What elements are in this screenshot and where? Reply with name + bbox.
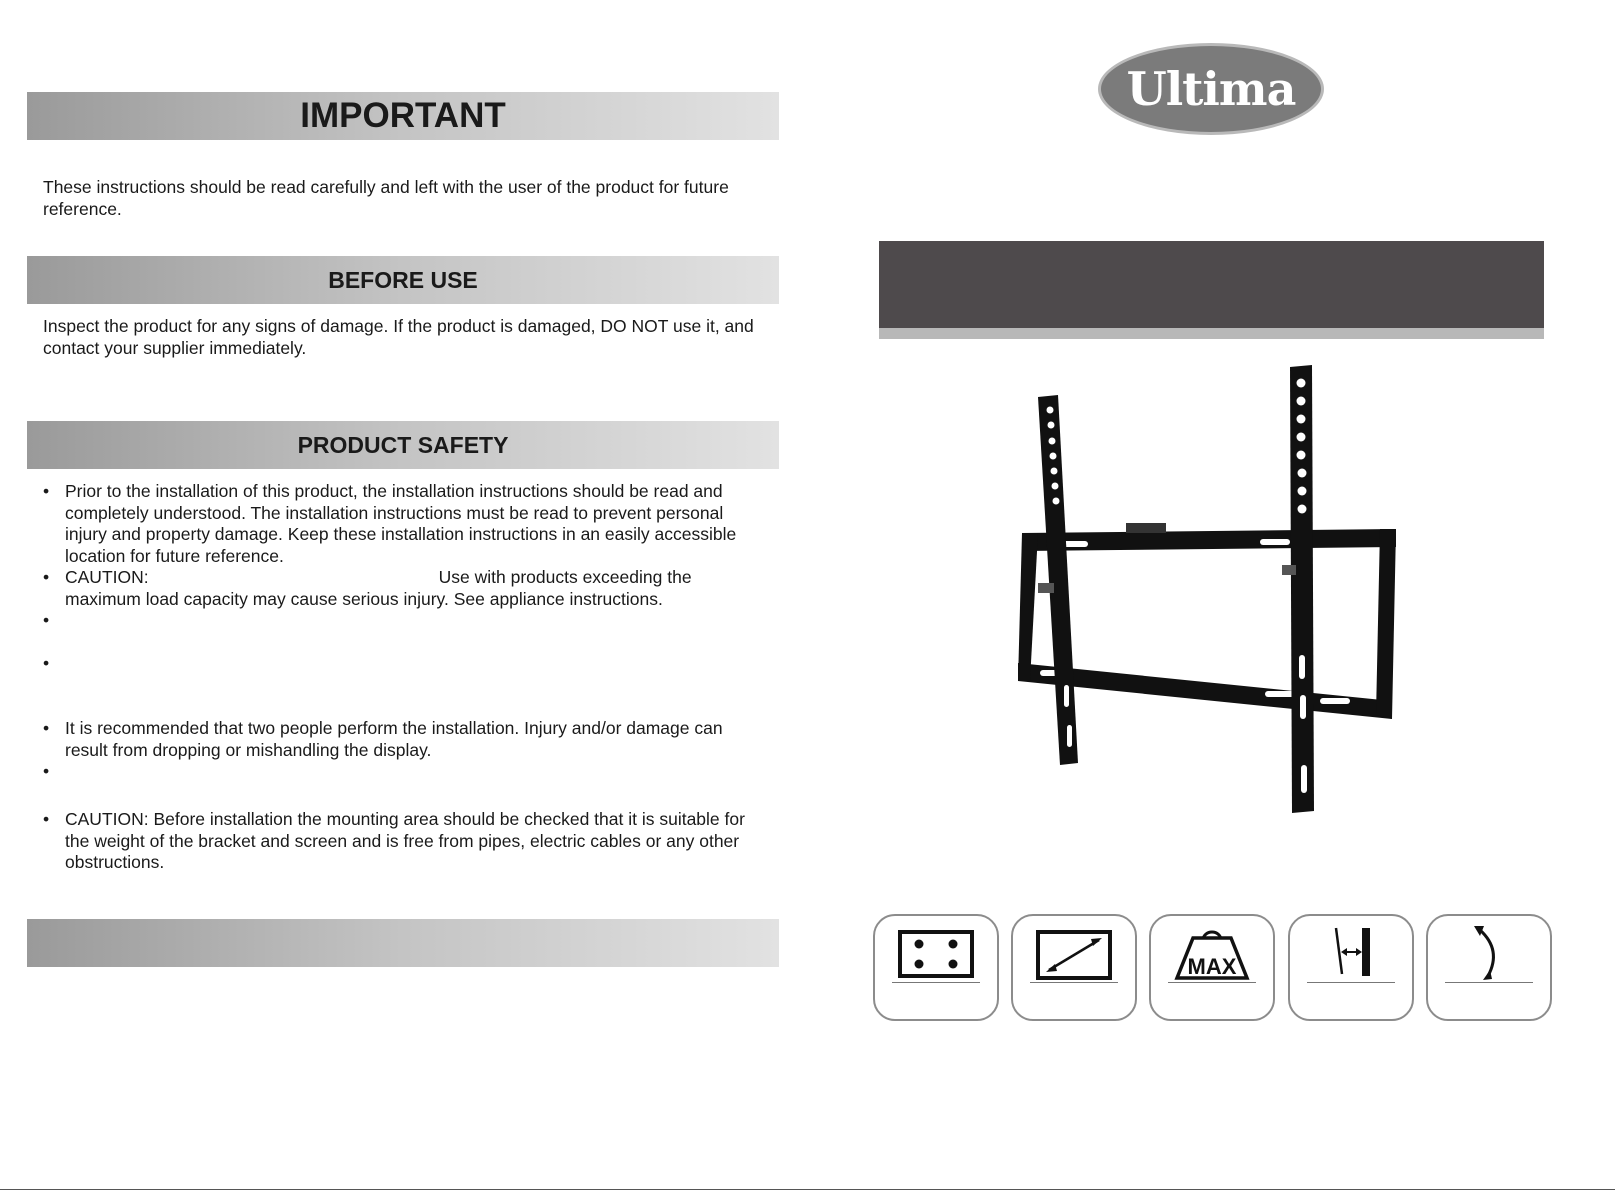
before-use-text: Inspect the product for any signs of damage. If the product is damaged, DO NOT use it, and contact your supplier immediately. — [43, 316, 754, 358]
page-bottom-rule — [0, 1189, 1615, 1190]
important-heading-band — [27, 92, 779, 140]
tilt-divider — [1445, 982, 1533, 983]
safety-item-text: CAUTION: Before installation the mounting area should be checked that it is suitable for the weight of the bracket and screen and is free from pipes, electric cables or any other obstructions. — [65, 809, 745, 872]
safety-item-text: Use with products exceeding the maximum load capacity may cause serious injury. See appliance instructions. — [65, 567, 692, 609]
safety-item — [43, 718, 763, 761]
safety-item-text: It is recommended that two people perform the installation. Injury and/or damage can result from dropping or mishandling the display. — [65, 718, 723, 760]
safety-item — [43, 481, 763, 567]
bullet-dot: • — [43, 718, 50, 738]
wall-distance-divider — [1307, 982, 1395, 983]
safety-item-text: Prior to the installation of this product, the installation instructions should be read and completely understood. The installation instructions must be read to prevent personal injury and property damage. Keep these installation instructions in an easily accessible location for future reference. — [65, 481, 737, 566]
max-label: MAX — [1187, 954, 1237, 979]
bullet-dot: • — [43, 653, 50, 673]
product-safety-heading: PRODUCT SAFETY — [297, 431, 509, 458]
vesa-pattern-icon-box — [873, 914, 999, 1021]
wall-distance-icon-box — [1288, 914, 1414, 1021]
max-load-divider — [1168, 982, 1256, 983]
safety-item — [43, 567, 763, 610]
important-heading: IMPORTANT — [300, 96, 506, 135]
safety-item — [43, 610, 763, 653]
tilt-icon-box — [1426, 914, 1552, 1021]
before-use-heading: BEFORE USE — [328, 266, 478, 293]
title-bar — [879, 241, 1544, 328]
screen-size-icon-box — [1011, 914, 1137, 1021]
product-safety-heading-band — [27, 421, 779, 469]
tilt-icon — [1428, 916, 1550, 1019]
safety-item — [43, 761, 763, 809]
safety-item-lead: CAUTION: — [65, 567, 149, 587]
bullet-dot: • — [43, 567, 50, 587]
bullet-dot: • — [43, 809, 50, 829]
screen-size-icon — [1013, 916, 1135, 1019]
wall-distance-icon — [1290, 916, 1412, 1019]
safety-item — [43, 653, 763, 718]
important-text: These instructions should be read carefully and left with the user of the product for future reference. — [43, 177, 729, 219]
ultima-logo — [1101, 46, 1321, 132]
before-use-heading-band — [27, 256, 779, 304]
bullet-dot: • — [43, 481, 50, 501]
bullet-dot: • — [43, 610, 50, 630]
tv-bracket-image — [1000, 355, 1420, 825]
safety-list — [43, 481, 763, 874]
empty-section-band — [27, 919, 779, 967]
screen-size-divider — [1030, 982, 1118, 983]
vesa-divider — [892, 982, 980, 983]
max-load-weight-icon — [1151, 916, 1273, 1019]
title-strip — [879, 328, 1544, 339]
vesa-pattern-icon — [875, 916, 997, 1019]
max-load-icon-box — [1149, 914, 1275, 1021]
safety-item — [43, 809, 763, 874]
bullet-dot: • — [43, 761, 50, 781]
brand-name: Ultima — [1126, 62, 1296, 116]
